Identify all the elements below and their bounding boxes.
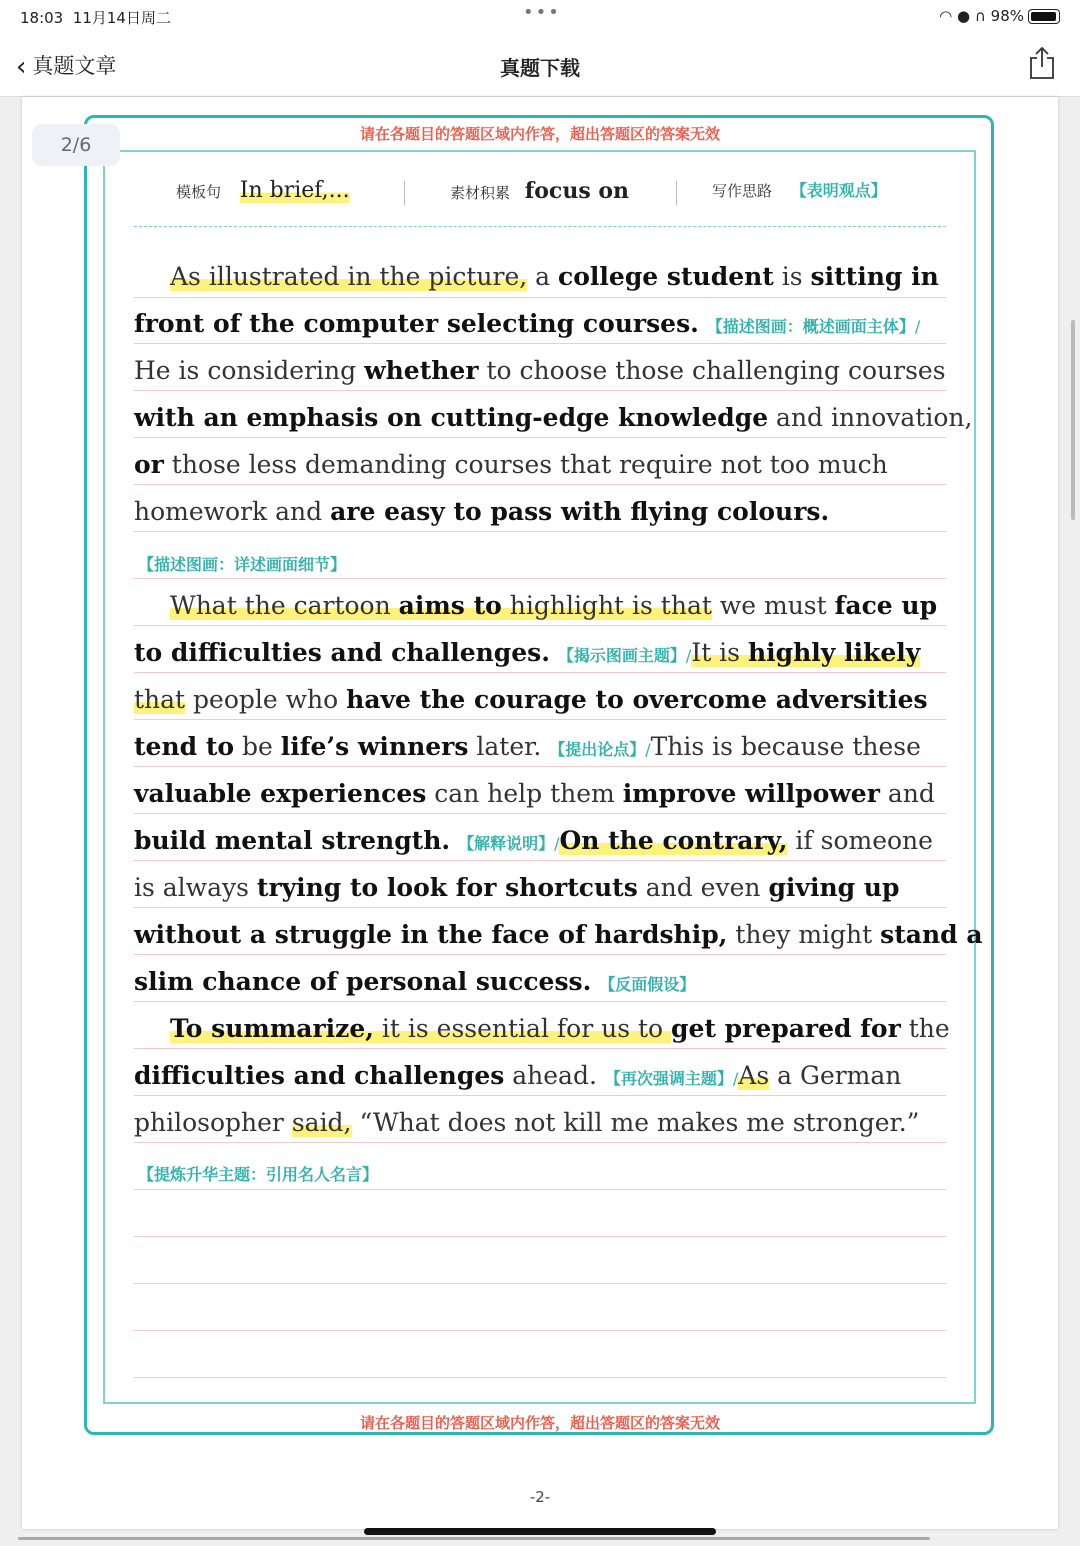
top-warning: 请在各题目的答题区域内作答，超出答题区的答案无效 — [359, 125, 720, 143]
essay-line: that people who have the courage to overcome adversities — [134, 685, 928, 714]
annotation-tag: 【提炼升华主题：引用名人名言】 — [138, 1165, 379, 1184]
multitask-dots[interactable]: ••• — [523, 2, 561, 23]
essay-line: He is considering whether to choose those challenging courses — [134, 356, 946, 385]
home-indicator[interactable] — [364, 1528, 716, 1535]
essay-line: homework and are easy to pass with flying colours. — [134, 497, 830, 526]
essay-line: philosopher said, “What does not kill me makes me stronger.” — [134, 1108, 920, 1137]
essay-line: front of the computer selecting courses. 【描述图画：概述画面主体】/ — [134, 309, 921, 338]
status-bar — [0, 0, 1080, 32]
page-number: -2- — [529, 1488, 551, 1506]
material-label: 素材积累 — [450, 184, 511, 202]
material-accumulation — [450, 178, 629, 204]
status-right — [939, 7, 1024, 25]
essay-line: build mental strength. 【解释说明】/On the contrary, if someone — [134, 826, 933, 855]
annotation-tag: 【描述图画：详述画面细节】 — [138, 555, 347, 574]
battery-percent: 98% — [990, 7, 1024, 25]
status-time: 18:03 11月14日周二 — [20, 9, 171, 27]
template-value: In brief,... — [239, 178, 350, 203]
answer-area-inner — [103, 150, 983, 1404]
nav-bar — [0, 32, 1080, 97]
essay-line: is always trying to look for shortcuts and even giving up — [134, 873, 900, 902]
essay-line: with an emphasis on cutting-edge knowledge and innovation, — [134, 403, 973, 432]
headphones-icon: ∩ — [974, 7, 986, 25]
idea-label: 写作思路 — [712, 182, 773, 200]
status-date: 11月14日周二 — [72, 9, 171, 27]
material-value: focus on — [524, 178, 630, 204]
wifi-icon: ◠ — [939, 7, 953, 25]
dashed-divider — [134, 226, 946, 227]
back-label: 真题文章 — [32, 54, 117, 78]
essay-line: or those less demanding courses that require not too much — [134, 450, 888, 479]
person-icon: ● — [957, 7, 971, 25]
page-indicator: 2/6 — [32, 124, 120, 166]
essay-line: to difficulties and challenges. 【揭示图画主题】/It is highly likely — [134, 638, 921, 667]
vertical-scrollbar[interactable] — [1071, 320, 1075, 520]
chevron-left-icon: ‹ — [16, 52, 27, 82]
template-sentence — [176, 178, 350, 203]
template-label: 模板句 — [176, 183, 222, 201]
writing-idea — [712, 178, 887, 201]
share-icon[interactable] — [1028, 46, 1056, 80]
essay-line: difficulties and challenges ahead. 【再次强调主题】/As a German — [134, 1061, 902, 1090]
idea-value: 【表明观点】 — [790, 181, 887, 200]
essay-line: tend to be life’s winners later. 【提出论点】/This is because these — [134, 732, 921, 761]
bottom-warning: 请在各题目的答题区域内作答，超出答题区的答案无效 — [359, 1414, 720, 1432]
essay-line: To summarize, it is essential for us to get prepared for the — [170, 1014, 950, 1043]
page-title: 真题下载 — [500, 56, 580, 80]
essay-line: slim chance of personal success. 【反面假设】 — [134, 967, 696, 996]
essay-line: valuable experiences can help them improve willpower and — [134, 779, 935, 808]
essay-line: As illustrated in the picture, a college student is sitting in — [170, 262, 939, 291]
essay-line: What the cartoon aims to highlight is that we must face up — [170, 591, 938, 620]
essay-line: without a struggle in the face of hardship, they might stand a — [134, 920, 983, 949]
battery-icon — [1028, 9, 1060, 24]
horizontal-scrollbar[interactable] — [18, 1537, 930, 1540]
